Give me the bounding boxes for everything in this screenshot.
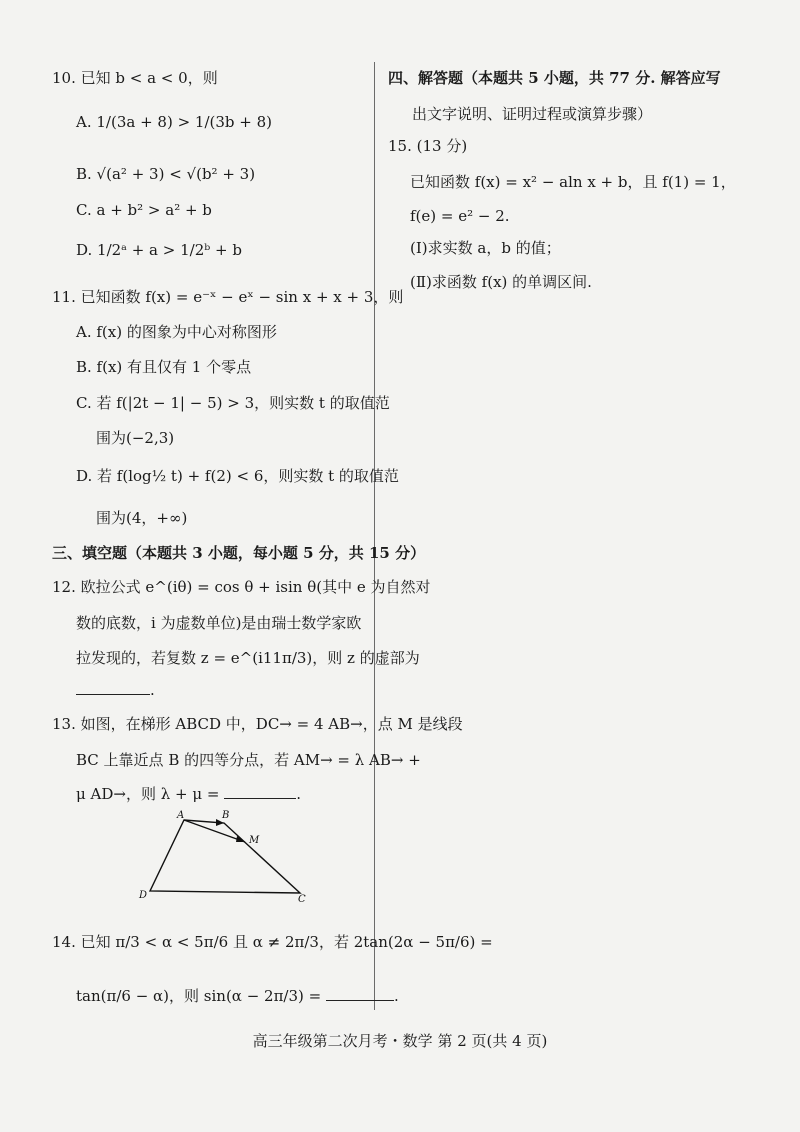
section-4-heading-cont: 出文字说明、证明过程或演算步骤）: [412, 105, 653, 123]
q13-line-3: [76, 784, 301, 804]
q15-heading: 15. (13 分): [388, 137, 468, 155]
q13-line-2: BC 上靠近点 B 的四等分点，若 AM→ = λ AB→ +: [76, 751, 421, 769]
q14-line-1: 14. 已知 π/3 < α < 5π/6 且 α ≠ 2π/3，若 2tan(2α − 5π/6) =: [52, 933, 493, 951]
label-c: C: [298, 894, 306, 905]
section-3-heading: 三、填空题（本题共 3 小题，每小题 5 分，共 15 分）: [52, 544, 426, 562]
q12-answer-line: [76, 680, 155, 700]
label-b: B: [222, 810, 230, 821]
q12-period: .: [150, 681, 155, 699]
q13-period: .: [296, 785, 301, 803]
q12-line-1: 12. 欧拉公式 e^(iθ) = cos θ + isin θ(其中 e 为自然对: [52, 578, 431, 596]
label-m: M: [249, 835, 260, 846]
q10-option-d: D. 1/2ᵃ + a > 1/2ᵇ + b: [76, 241, 242, 259]
q15-part-2: (Ⅱ)求函数 f(x) 的单调区间.: [410, 273, 592, 291]
label-a: A: [177, 810, 185, 821]
q11-option-d-cont: 围为(4，+∞): [96, 509, 188, 527]
column-divider: [374, 62, 375, 1010]
q12-line-3: 拉发现的，若复数 z = e^(i11π/3)，则 z 的虚部为: [76, 649, 420, 667]
q14-period: .: [394, 987, 399, 1005]
q11-option-d: D. 若 f(log½ t) + f(2) < 6，则实数 t 的取值范: [76, 467, 399, 485]
q13-answer-blank[interactable]: [224, 784, 296, 799]
q11-option-a: A. f(x) 的图象为中心对称图形: [76, 323, 277, 341]
q12-answer-blank[interactable]: [76, 680, 150, 695]
section-4-heading: 四、解答题（本题共 5 小题，共 77 分. 解答应写: [388, 69, 721, 87]
vector-am: [184, 820, 245, 842]
q15-part-1: (Ⅰ)求实数 a，b 的值；: [410, 239, 561, 257]
q10-option-a: A. 1/(3a + 8) > 1/(3b + 8): [76, 113, 273, 131]
q13-line-1: 13. 如图，在梯形 ABCD 中，DC→ = 4 AB→，点 M 是线段: [52, 715, 463, 733]
q10-option-b: B. √(a² + 3) < √(b² + 3): [76, 165, 256, 183]
label-d: D: [139, 890, 148, 901]
q15-line-1: 已知函数 f(x) = x² − aln x + b，且 f(1) = 1，: [410, 173, 736, 191]
trapezoid-figure: [128, 806, 328, 906]
q14-line-2: [76, 986, 399, 1006]
q12-line-2: 数的底数，i 为虚数单位)是由瑞士数学家欧: [76, 614, 362, 632]
q10-stem: 10. 已知 b < a < 0，则: [52, 69, 218, 87]
q13-line-3-text: μ AD→，则 λ + μ =: [76, 785, 220, 803]
q11-option-c-cont: 围为(−2,3): [96, 429, 175, 447]
q14-answer-blank[interactable]: [326, 986, 394, 1001]
q11-stem: 11. 已知函数 f(x) = e⁻ˣ − eˣ − sin x + x + 3，则: [52, 288, 404, 306]
arrow-am-icon: [236, 836, 245, 842]
q11-option-c: C. 若 f(|2t − 1| − 5) > 3，则实数 t 的取值范: [76, 394, 390, 412]
q11-option-b: B. f(x) 有且仅有 1 个零点: [76, 358, 252, 376]
q10-option-c: C. a + b² > a² + b: [76, 201, 212, 219]
page-footer: 高三年级第二次月考・数学 第 2 页(共 4 页): [252, 1032, 548, 1050]
trapezoid-outline: [150, 820, 300, 893]
q15-line-2: f(e) = e² − 2.: [410, 207, 510, 225]
q14-line-2-text: tan(π/6 − α)，则 sin(α − 2π/3) =: [76, 987, 322, 1005]
